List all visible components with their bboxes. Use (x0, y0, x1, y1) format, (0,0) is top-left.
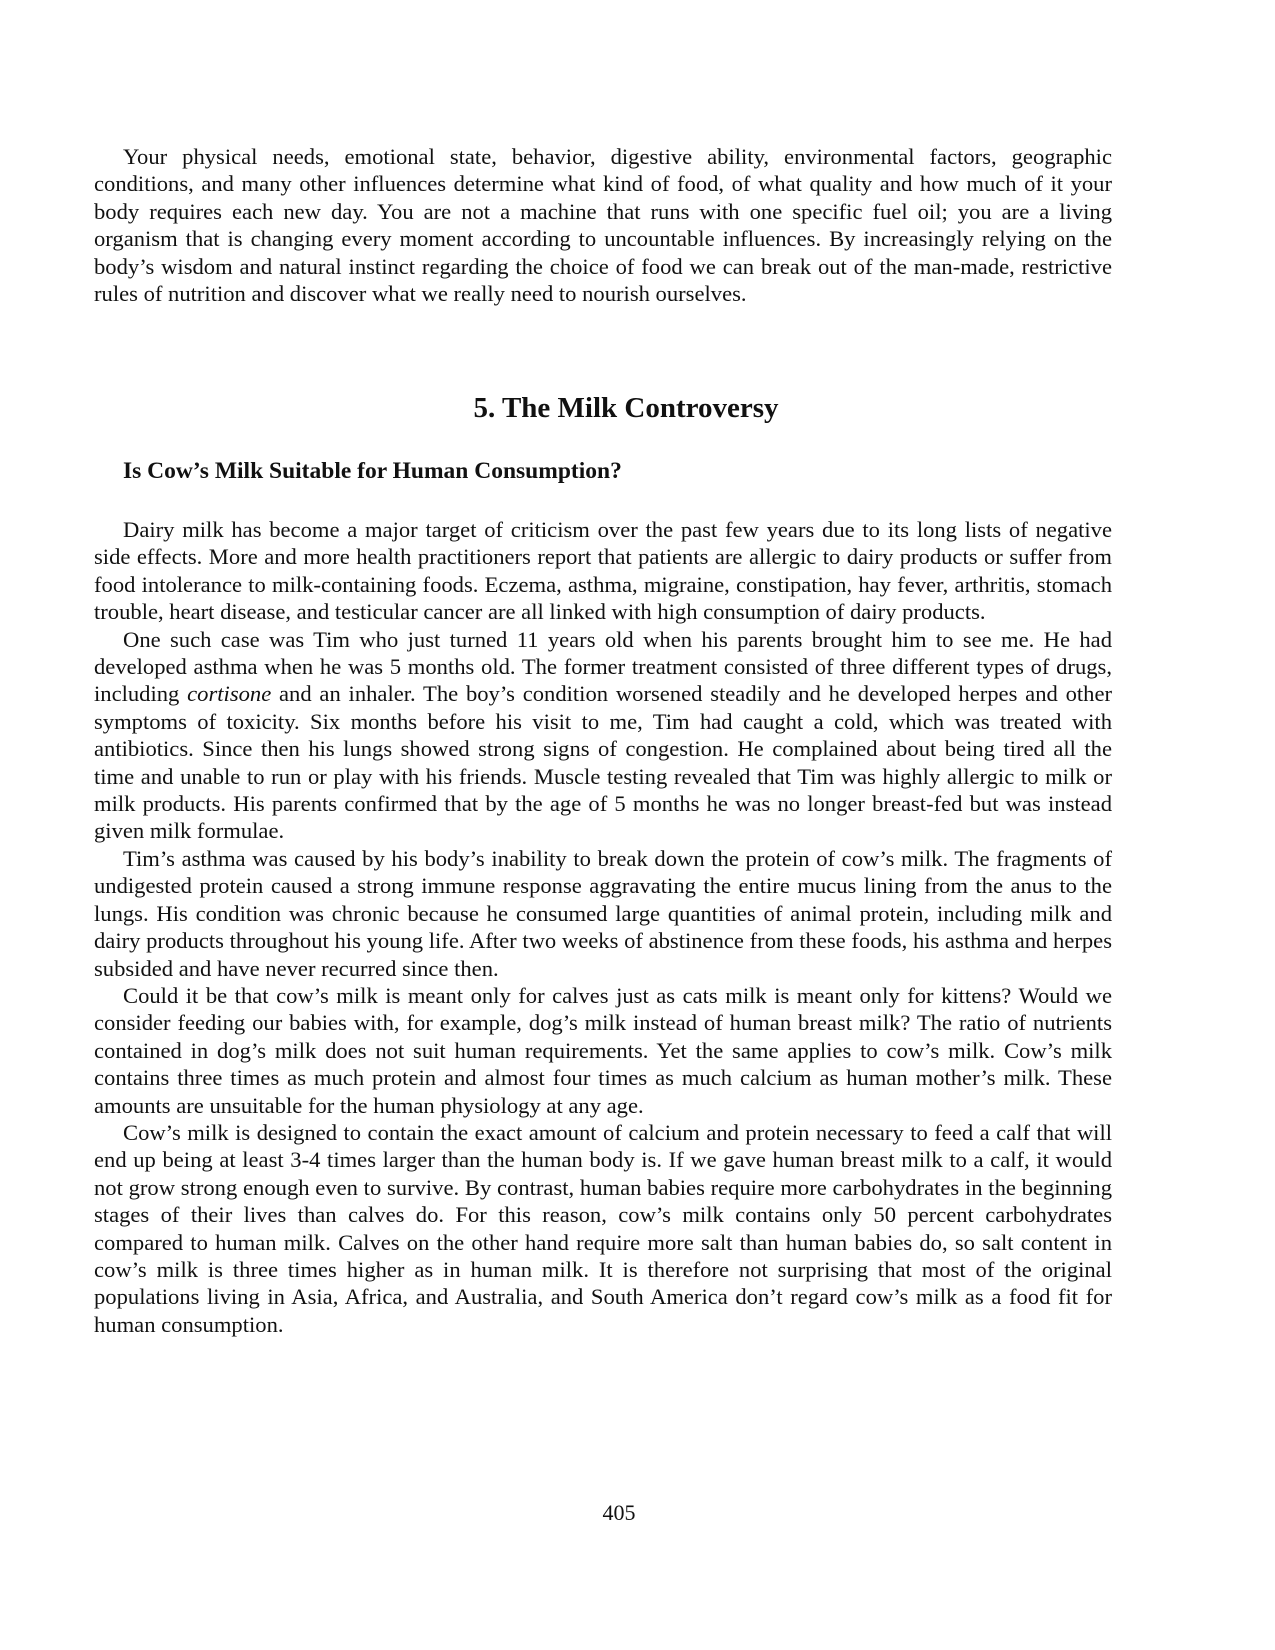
main-text (94, 516, 1112, 1338)
intro-section (94, 143, 1112, 307)
paragraph-dairy-criticism: Dairy milk has become a major target of criticism over the past few years due to its long lists of negative side effects. More and more health practitioners report that patients are allergic to dairy products or suffer from food intolerance to milk-containing foods. Eczema, asthma, migraine, constipation, hay fever, arthritis, stomach trouble, heart disease, and testicular cancer are all linked with high consumption of dairy products. (94, 517, 1112, 625)
intro-paragraph: Your physical needs, emotional state, behavior, digestive ability, environmental factors, geographic conditions, and many other influences determine what kind of food, of what quality and how much of it your body requires each new day. You are not a machine that runs with one specific fuel oil; you are a living organism that is changing every moment according to uncountable influences. By increasingly relying on the body’s wisdom and natural instinct regarding the choice of food we can break out of the man-made, restrictive rules of nutrition and discover what we really need to nourish ourselves. (94, 144, 1112, 307)
paragraph-milk-composition: Cow’s milk is designed to contain the exact amount of calcium and protein necessary to feed a calf that will end up being at least 3-4 times larger than the human body is. If we gave human breast milk to a calf, it would not grow strong enough even to survive. By contrast, human babies require more carbohydrates in the beginning stages of their lives than calves do. For this reason, cow’s milk contains only 50 percent carbohydrates compared to human milk. Calves on the other hand require more salt than human babies do, so salt content in cow’s milk is three times higher as in human milk. It is therefore not surprising that most of the original populations living in Asia, Africa, and Australia, and South America don’t regard cow’s milk as a food fit for human consumption. (94, 1119, 1112, 1337)
paragraph-text: and an inhaler. The boy’s condition worsened steadily and he developed herpes and other symptoms of toxicity. Six months before his visit to me, Tim had caught a cold, which was treated with antibiotics. Since then his lungs showed strong signs of congestion. He complained about being tired all the time and unable to run or play with his friends. Muscle testing revealed that Tim was highly allergic to milk or milk products. His parents confirmed that by the age of 5 months he was no longer breast-fed but was instead given milk formulae. (94, 681, 1112, 844)
chapter-title: 5. The Milk Controversy (473, 392, 779, 424)
page-number: 405 (602, 1500, 636, 1525)
section-title: Is Cow’s Milk Suitable for Human Consumption? (123, 458, 622, 484)
paragraph-text: One such case was Tim who just turned 11 years old when his parents brought him to see me. He had developed asthma when he was 5 months old. The former treatment consisted of three different types of drugs, including (94, 626, 1112, 707)
paragraph-calves-question: Could it be that cow’s milk is meant only for calves just as cats milk is meant only for kittens? Would we consider feeding our babies with, for example, dog’s milk instead of human breast milk? The ratio of nutrients contained in dog’s milk does not suit human requirements. Yet the same applies to cow’s milk. Cow’s milk contains three times as much protein and almost four times as much calcium as human mother’s milk. These amounts are unsuitable for the human physiology at any age. (94, 982, 1112, 1118)
italic-term: cortisone (187, 681, 272, 707)
paragraph-asthma-cause: Tim’s asthma was caused by his body’s inability to break down the protein of cow’s milk. The fragments of undigested protein caused a strong immune response aggravating the entire mucus lining from the anus to the lungs. His condition was chronic because he consumed large quantities of animal protein, including milk and dairy products throughout his young life. After two weeks of abstinence from these foods, his asthma and herpes subsided and have never recurred since then. (94, 845, 1112, 981)
paragraph-tim-case (94, 626, 1112, 845)
